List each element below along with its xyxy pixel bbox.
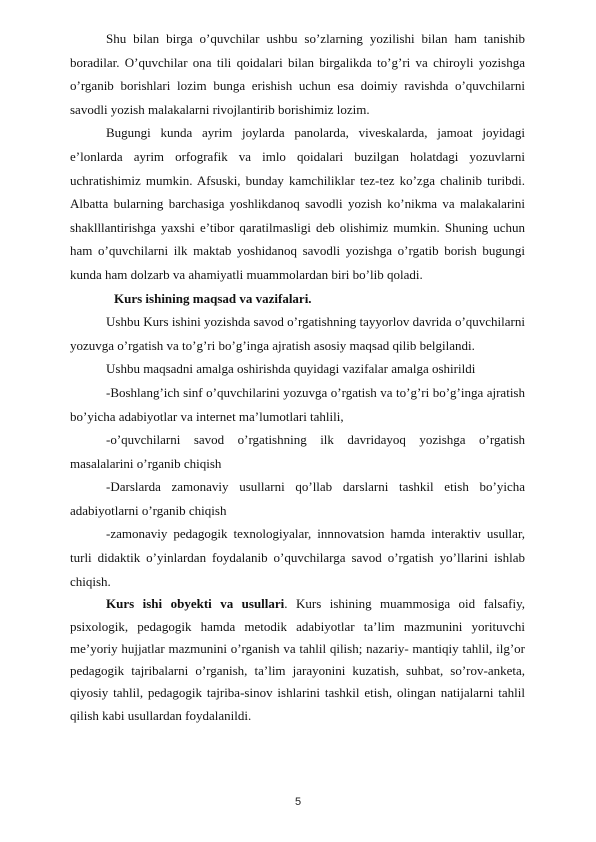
paragraph-object-methods: [70, 593, 525, 727]
list-item-task-4: -zamonaviy pedagogik texnologiyalar, innnovatsion hamda interaktiv usullar, turli didaktik o’yinlardan foydalanib o’quvchilarga savod o’rgatish yo’llarini ishlab chiqish.: [70, 526, 525, 589]
object-methods-text: . Kurs ishining muammosiga oid falsafiy, psixologik, pedagogik hamda metodik adabiyotlar ta’lim mazmunini yorituvchi me’yoriy hujjatlar mazmunini o’rganish va tahlil qilish; nazariy- mantiqiy tahlil, ilg’or pedagogik tajribalarni o’rganish, ta’lim jarayonini kuzatish, suhbat, so’rov-anketa, qiyosiy tahlil, pedagogik tajriba-sinov ishlarini tashkil etish, olingan natijalarni tahlil qilish kabi usullardan foydalanildi.: [70, 596, 525, 723]
paragraph-intro: Shu bilan birga o’quvchilar ushbu so’zlarning yozilishi bilan ham tanishib boradilar. O’quvchilar ona tili qoidalari bilan birgalikda to’g’ri va chiroyli yozishga o’rganib borishlari lozim bunga erishish uchun esa doimiy ravishda o’quvchilarni savodli yozish malakalarni rivojlantirib borishimiz lozim.: [70, 31, 525, 117]
paragraph-goal: Ushbu Kurs ishini yozishda savod o’rgatishning tayyorlov davrida o’quvchilarni yozuvga o’rgatish va to’g’ri bo’g’inga ajratish asosiy maqsad qilib belgilandi.: [70, 314, 525, 353]
paragraph-current-issues: Bugungi kunda ayrim joylarda panolarda, viveskalarda, jamoat joyidagi e’lonlarda ayrim orfografik va imlo qoidalari buzilgan holatdagi yozuvlarni uchratishimiz mumkin. Afsuski, bunday kamchiliklar tez-tez ko’zga chalinib turibdi. Albatta bularning barchasiga yoshlikdanoq savodli yozish ko’nikma va malakalarini shaklllantirishga yaxshi e’tibor qaratilmasligi deb olishimiz mumkin. Shuning uchun ham o’quvchilarni ilk maktab yoshidanoq savodli yozishga o’rgatib borish bugungi kunda ham dolzarb va ahamiyatli muammolardan biri bo’lib qoladi.: [70, 125, 525, 282]
object-methods-heading: Kurs ishi obyekti va usullari: [106, 596, 285, 612]
document-page: [70, 27, 525, 727]
paragraph-tasks-intro: Ushbu maqsadni amalga oshirishda quyidagi vazifalar amalga oshirildi: [106, 361, 476, 377]
page-number: 5: [294, 796, 302, 808]
section-heading-goals: Kurs ishining maqsad va vazifalari.: [114, 290, 312, 306]
list-item-task-3: -Darslarda zamonaviy usullarni qo’llab darslarni tashkil etish bo’yicha adabiyotlarni o’rganib chiqish: [70, 479, 525, 518]
list-item-task-2: -o’quvchilarni savod o’rgatishning ilk davridayoq yozishga o’rgatish masalalarini o’rganib chiqish: [70, 432, 525, 471]
list-item-task-1: -Boshlang’ich sinf o’quvchilarini yozuvga o’rgatish va to’g’ri bo’g’inga ajratish bo’yicha adabiyotlar va internet ma’lumotlari tahlili,: [70, 384, 525, 424]
